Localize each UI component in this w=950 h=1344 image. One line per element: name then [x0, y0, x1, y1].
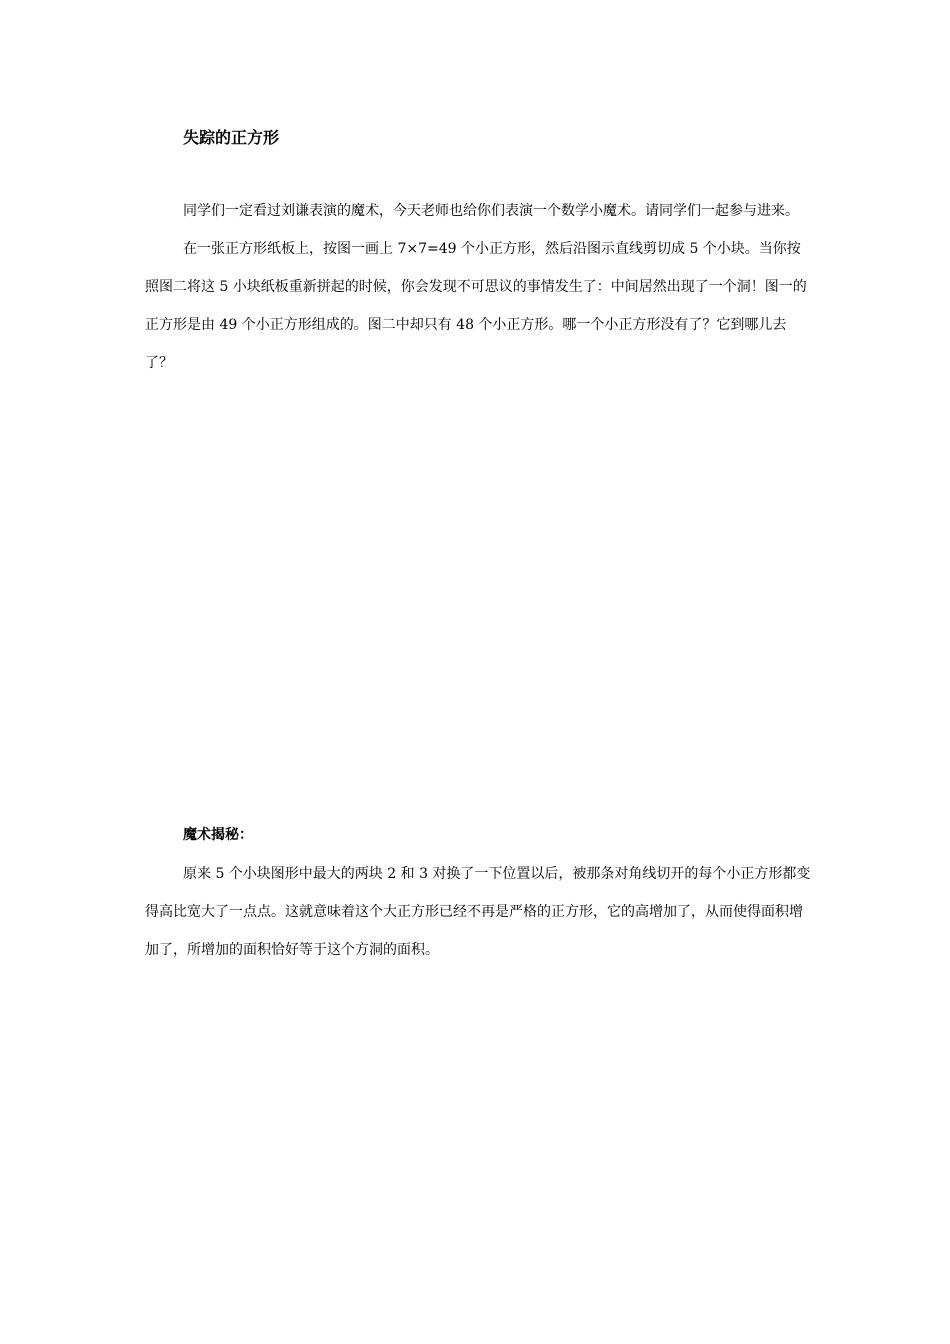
intro-section [145, 192, 811, 382]
page-title: 失踪的正方形 [183, 128, 280, 147]
secret-section [145, 855, 811, 969]
secret-heading: 魔术揭秘： [183, 827, 253, 843]
intro-paragraph-1: 同学们一定看过刘谦表演的魔术，今天老师也给你们表演一个数学小魔术。请同学们一起参与进来。 [183, 203, 799, 219]
secret-paragraph: 原来 5 个小块图形中最大的两块 2 和 3 对换了一下位置以后，被那条对角线切开的每个小正方形都变得高比宽大了一点点。这就意味着这个大正方形已经不再是严格的正方形，它的高增加了，从而使得面积增加了，所增加的面积恰好等于这个方洞的面积。 [145, 866, 811, 958]
intro-paragraph-2: 在一张正方形纸板上，按图一画上 7×7=49 个小正方形，然后沿图示直线剪切成 5 个小块。当你按照图二将这 5 小块纸板重新拼起的时候，你会发现不可思议的事情发生了：中间居然出现了一个洞！图一的正方形是由 49 个小正方形组成的。图二中却只有 48 个小正方形。哪一个小正方形没有了？它到哪儿去了？ [145, 241, 807, 371]
